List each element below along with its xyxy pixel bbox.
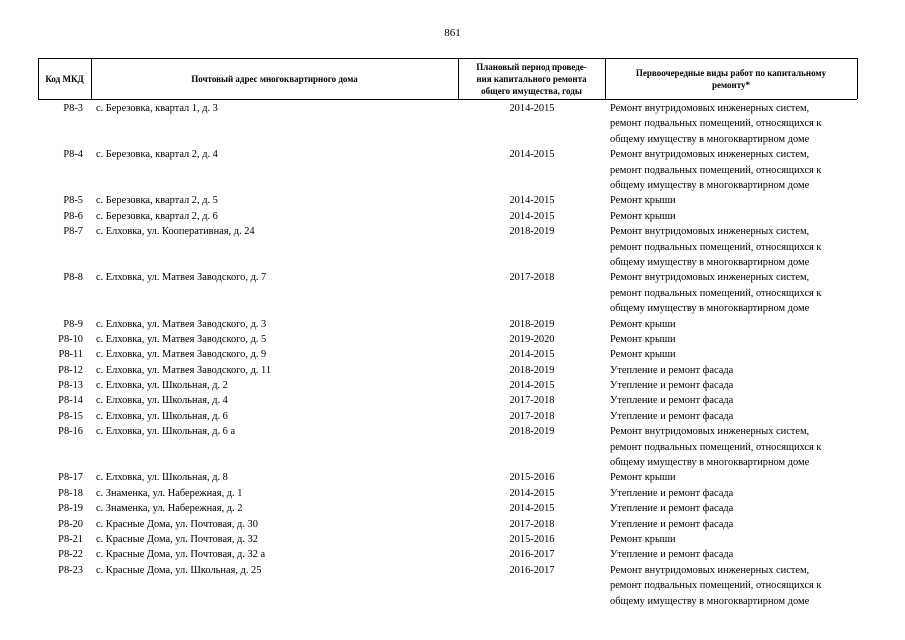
table-row (0, 270, 905, 316)
postal-address: с. Елховка, ул. Матвея Заводского, д. 9 (96, 349, 267, 361)
repair-period: 2018-2019 (509, 318, 555, 330)
mkd-code: Р8-16 (58, 426, 83, 438)
mkd-code: Р8-9 (63, 318, 83, 330)
repair-period: 2014-2015 (509, 503, 555, 515)
mkd-code: Р8-14 (58, 395, 83, 407)
column-header-address: Почтовый адрес многоквартирного дома (191, 73, 358, 84)
postal-address: с. Елховка, ул. Школьная, д. 4 (96, 395, 228, 407)
table-row (0, 393, 905, 408)
mkd-code: Р8-4 (63, 149, 83, 161)
mkd-code: Р8-12 (58, 364, 83, 376)
table-row (0, 209, 905, 224)
table-row (0, 486, 905, 501)
table-row (0, 517, 905, 532)
table-row (0, 409, 905, 424)
repair-period: 2016-2017 (509, 564, 555, 576)
repair-works: Утепление и ремонт фасада (610, 395, 734, 407)
repair-works: Утепление и ремонт фасада (610, 518, 734, 530)
mkd-code: Р8-15 (58, 410, 83, 422)
mkd-code: Р8-21 (58, 534, 83, 546)
mkd-code: Р8-7 (63, 226, 83, 238)
repair-works: Ремонт крыши (610, 534, 676, 546)
mkd-code: Р8-13 (58, 380, 83, 392)
mkd-code: Р8-10 (58, 333, 83, 345)
postal-address: с. Елховка, ул. Школьная, д. 6 (96, 410, 228, 422)
mkd-code: Р8-23 (58, 564, 83, 576)
postal-address: с. Елховка, ул. Матвея Заводского, д. 5 (96, 333, 267, 345)
postal-address: с. Березовка, квартал 2, д. 4 (96, 149, 218, 161)
repair-period: 2014-2015 (509, 103, 555, 114)
table-row (0, 317, 905, 332)
repair-works: Утепление и ремонт фасада (610, 503, 734, 515)
postal-address: с. Красные Дома, ул. Школьная, д. 25 (96, 564, 262, 576)
postal-address: с. Елховка, ул. Матвея Заводского, д. 11 (96, 364, 272, 376)
postal-address: с. Елховка, ул. Школьная, д. 6 а (96, 426, 236, 438)
repair-period: 2018-2019 (509, 426, 555, 438)
postal-address: с. Березовка, квартал 2, д. 6 (96, 210, 218, 222)
postal-address: с. Знаменка, ул. Набережная, д. 2 (96, 503, 243, 515)
postal-address: с. Елховка, ул. Матвея Заводского, д. 3 (96, 318, 267, 330)
table-row (0, 101, 905, 147)
repair-period: 2017-2018 (509, 410, 555, 422)
repair-works: Ремонт внутридомовых инженерных систем, ремонт подвальных помещений, относящихся к общему имуществу в многоквартирном доме (610, 272, 822, 315)
table-row (0, 363, 905, 378)
repair-period: 2018-2019 (509, 226, 555, 238)
mkd-code: Р8-8 (63, 272, 83, 284)
table-row (0, 563, 905, 609)
repair-period: 2017-2018 (509, 518, 555, 530)
header-right-border (857, 58, 858, 99)
repair-works: Ремонт крыши (610, 318, 676, 330)
table-row (0, 470, 905, 485)
table-row (0, 424, 905, 470)
repair-period: 2014-2015 (509, 487, 555, 499)
postal-address: с. Елховка, ул. Школьная, д. 8 (96, 472, 228, 484)
repair-works: Ремонт крыши (610, 349, 676, 361)
repair-period: 2014-2015 (509, 380, 555, 392)
table-row (0, 193, 905, 208)
repair-period: 2019-2020 (509, 333, 555, 345)
mkd-code: Р8-22 (58, 549, 83, 561)
repair-period: 2014-2015 (509, 210, 555, 222)
repair-works: Ремонт крыши (610, 333, 676, 345)
repair-works: Ремонт внутридомовых инженерных систем, ремонт подвальных помещений, относящихся к общему имуществу в многоквартирном доме (610, 103, 822, 145)
repair-works: Утепление и ремонт фасада (610, 549, 734, 561)
column-header-works: Первоочередные виды работ по капитальному ремонту* (635, 67, 827, 90)
repair-period: 2017-2018 (509, 395, 555, 407)
table-row (0, 332, 905, 347)
table-body (0, 101, 905, 609)
repair-works: Ремонт крыши (610, 195, 676, 207)
table-row (0, 501, 905, 516)
repair-period: 2014-2015 (509, 195, 555, 207)
repair-period: 2014-2015 (509, 149, 555, 161)
repair-works: Утепление и ремонт фасада (610, 410, 734, 422)
repair-works: Ремонт внутридомовых инженерных систем, ремонт подвальных помещений, относящихся к общему имуществу в многоквартирном доме (610, 226, 822, 268)
repair-period: 2017-2018 (509, 272, 555, 284)
repair-period: 2015-2016 (509, 472, 555, 484)
page-number: 861 (444, 27, 461, 39)
repair-works: Утепление и ремонт фасада (610, 380, 734, 392)
repair-works: Ремонт внутридомовых инженерных систем, ремонт подвальных помещений, относящихся к общему имуществу в многоквартирном доме (610, 564, 822, 607)
table-row (0, 532, 905, 547)
table-row (0, 224, 905, 270)
repair-period: 2015-2016 (509, 534, 555, 546)
table-row (0, 378, 905, 393)
postal-address: с. Елховка, ул. Кооперативная, д. 24 (96, 226, 255, 238)
postal-address: с. Березовка, квартал 1, д. 3 (96, 103, 218, 114)
table-row (0, 347, 905, 362)
mkd-code: Р8-17 (58, 472, 83, 484)
postal-address: с. Березовка, квартал 2, д. 5 (96, 195, 218, 207)
mkd-code: Р8-3 (63, 103, 83, 114)
postal-address: с. Елховка, ул. Матвея Заводского, д. 7 (96, 272, 267, 284)
repair-works: Ремонт внутридомовых инженерных систем, ремонт подвальных помещений, относящихся к общему имуществу в многоквартирном доме (610, 149, 822, 191)
column-header-code: Код МКД (45, 73, 84, 84)
table-row (0, 147, 905, 193)
header-bottom-rule (38, 99, 857, 100)
postal-address: с. Красные Дома, ул. Почтовая, д. 30 (96, 518, 258, 530)
repair-period: 2018-2019 (509, 364, 555, 376)
table-row (0, 547, 905, 562)
mkd-code: Р8-6 (63, 210, 83, 222)
repair-works: Ремонт крыши (610, 210, 676, 222)
postal-address: с. Красные Дома, ул. Почтовая, д. 32 а (96, 549, 266, 561)
postal-address: с. Елховка, ул. Школьная, д. 2 (96, 380, 228, 392)
repair-works: Утепление и ремонт фасада (610, 364, 734, 376)
postal-address: с. Красные Дома, ул. Почтовая, д. 32 (96, 534, 258, 546)
mkd-code: Р8-11 (58, 349, 83, 361)
mkd-code: Р8-18 (58, 487, 83, 499)
repair-works: Ремонт крыши (610, 472, 676, 484)
mkd-code: Р8-19 (58, 503, 83, 515)
mkd-code: Р8-20 (58, 518, 83, 530)
repair-works: Утепление и ремонт фасада (610, 487, 734, 499)
repair-period: 2016-2017 (509, 549, 555, 561)
repair-period: 2014-2015 (509, 349, 555, 361)
postal-address: с. Знаменка, ул. Набережная, д. 1 (96, 487, 243, 499)
column-header-period: Плановый период проведе- ния капитального ремонта общего имущества, годы (476, 61, 587, 96)
mkd-code: Р8-5 (63, 195, 83, 207)
repair-works: Ремонт внутридомовых инженерных систем, ремонт подвальных помещений, относящихся к общему имуществу в многоквартирном доме (610, 426, 822, 469)
